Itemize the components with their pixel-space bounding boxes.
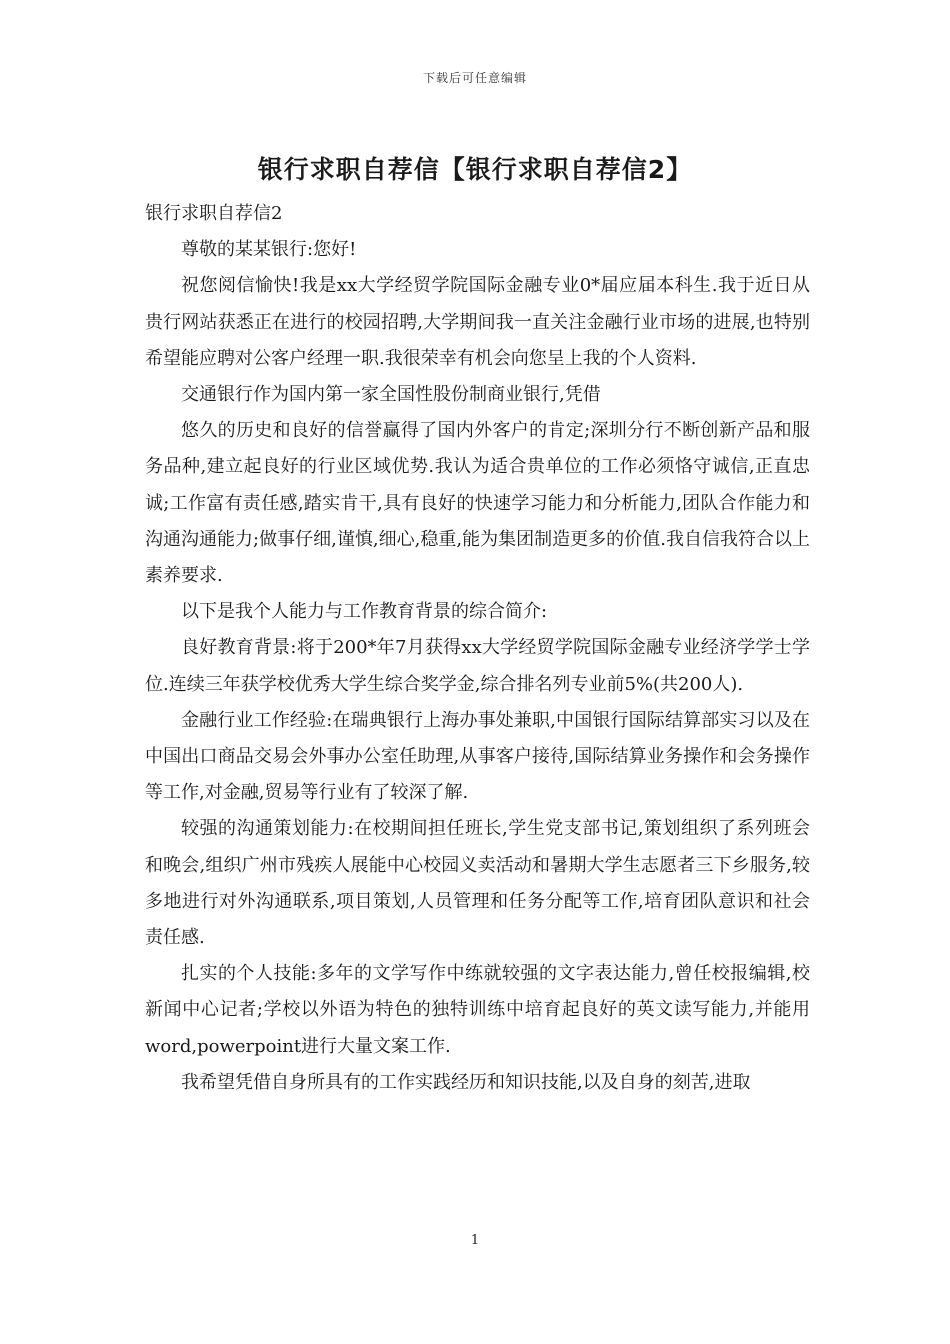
salutation-paragraph: 尊敬的某某银行:您好! bbox=[181, 239, 357, 261]
body-paragraph: 以下是我个人能力与工作教育背景的综合简介: bbox=[181, 601, 548, 623]
body-paragraph: 较强的沟通策划能力:在校期间担任班长,学生党支部书记,策划组织了系列班会和晚会,组织广州市残疾人展能中心校园义卖活动和暑期大学生志愿者三下乡服务,较多地进行对外沟通联系,项目策划,人员管理和任务分配等工作,培育团队意识和社会责任感. bbox=[145, 818, 810, 949]
body-paragraph: 我希望凭借自身所具有的工作实践经历和知识技能,以及自身的刻苦,进取 bbox=[181, 1071, 751, 1093]
body-paragraph: 祝您阅信愉快!我是xx大学经贸学院国际金融专业0*届应届本科生.我于近日从贵行网站获悉正在进行的校园招聘,大学期间我一直关注金融行业市场的进展,也特别希望能应聘对公客户经理一职.我很荣幸有机会向您呈上我的个人资料. bbox=[145, 275, 810, 369]
body-paragraph: 金融行业工作经验:在瑞典银行上海办事处兼职,中国银行国际结算部实习以及在中国出口商品交易会外事办公室任助理,从事客户接待,国际结算业务操作和会务操作等工作,对金融,贸易等行业有了较深了解. bbox=[145, 709, 810, 804]
body-paragraph: 悠久的历史和良好的信誉赢得了国内外客户的肯定;深圳分行不断创新产品和服务品种,建立起良好的行业区域优势.我认为适合贵单位的工作必须恪守诚信,正直忠诚;工作富有责任感,踏实肯干,具有良好的快速学习能力和分析能力,团队合作能力和沟通沟通能力;做事仔细,谨慎,细心,稳重,能为集团制造更多的价值.我自信我符合以上素养要求. bbox=[145, 420, 810, 587]
body-paragraph: 良好教育背景:将于200*年7月获得xx大学经贸学院国际金融专业经济学学士学位.连续三年获学校优秀大学生综合奖学金,综合排名列专业前5%(共200人). bbox=[145, 637, 810, 695]
document-subtitle: 银行求职自荐信2 bbox=[145, 203, 283, 224]
page-number: 1 bbox=[470, 1233, 480, 1248]
body-paragraph: 扎实的个人技能:多年的文学写作中练就较强的文字表达能力,曾任校报编辑,校新闻中心记者;学校以外语为特色的独特训练中培育起良好的英文读写能力,并能用word,powerpoint进行大量文案工作. bbox=[145, 963, 810, 1057]
page-header-note: 下载后可任意编辑 bbox=[422, 71, 527, 85]
body-paragraph: 交通银行作为国内第一家全国性股份制商业银行,凭借 bbox=[181, 384, 601, 406]
document-body bbox=[145, 196, 810, 1101]
document-title: 银行求职自荐信【银行求职自荐信2】 bbox=[257, 155, 693, 184]
